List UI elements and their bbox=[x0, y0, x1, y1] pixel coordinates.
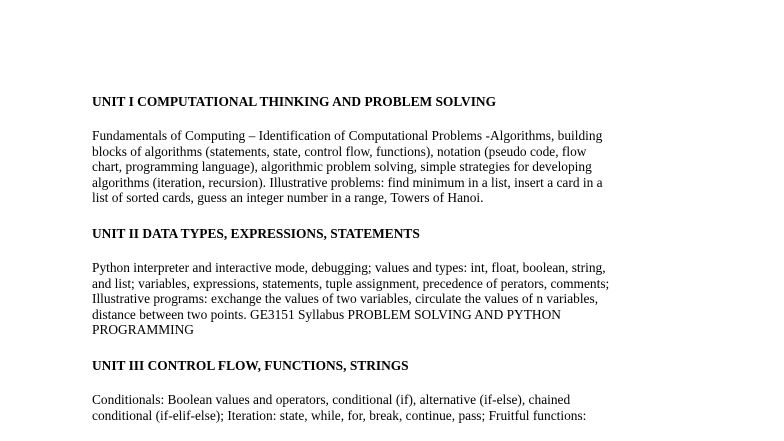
paragraph-line: Conditionals: Boolean values and operators, conditional (if), alternative (if-else), chained bbox=[92, 391, 571, 407]
unit-1-heading: UNIT I COMPUTATIONAL THINKING AND PROBLEM SOLVING bbox=[92, 94, 497, 109]
paragraph-line: Illustrative programs: exchange the values of two variables, circulate the values of n variables, bbox=[92, 291, 599, 307]
paragraph-line: PROGRAMMING bbox=[92, 322, 194, 338]
paragraph-line: chart, programming language), algorithmic problem solving, simple strategies for developing bbox=[92, 159, 592, 175]
paragraph-line: Fundamentals of Computing – Identification of Computational Problems -Algorithms, building bbox=[92, 128, 603, 143]
unit-3-heading: UNIT III CONTROL FLOW, FUNCTIONS, STRINGS bbox=[92, 357, 409, 373]
paragraph-line: distance between two points. GE3151 Syllabus PROBLEM SOLVING AND PYTHON bbox=[92, 306, 561, 322]
unit-3-paragraph bbox=[92, 392, 692, 423]
unit-1-paragraph bbox=[92, 128, 692, 206]
paragraph-line: Python interpreter and interactive mode, debugging; values and types: int, float, boolean, string, bbox=[92, 259, 606, 275]
unit-2-section bbox=[92, 225, 692, 357]
unit-1-section bbox=[92, 93, 692, 225]
paragraph-line: algorithms (iteration, recursion). Illustrative problems: find minimum in a list, insert a card in a bbox=[92, 174, 603, 190]
paragraph-line: and list; variables, expressions, statements, tuple assignment, precedence of perators, comments; bbox=[92, 275, 610, 291]
syllabus-content bbox=[92, 93, 692, 423]
unit-2-heading: UNIT II DATA TYPES, EXPRESSIONS, STATEMENTS bbox=[92, 225, 420, 241]
unit-2-paragraph bbox=[92, 260, 692, 338]
unit-3-section bbox=[92, 357, 692, 423]
paragraph-line: blocks of algorithms (statements, state, control flow, functions), notation (pseudo code, flow bbox=[92, 143, 587, 159]
paragraph-line: conditional (if-elif-else); Iteration: state, while, for, break, continue, pass; Fruitful functions: bbox=[92, 407, 587, 423]
paragraph-line: list of sorted cards, guess an integer number in a range, Towers of Hanoi. bbox=[92, 190, 484, 206]
